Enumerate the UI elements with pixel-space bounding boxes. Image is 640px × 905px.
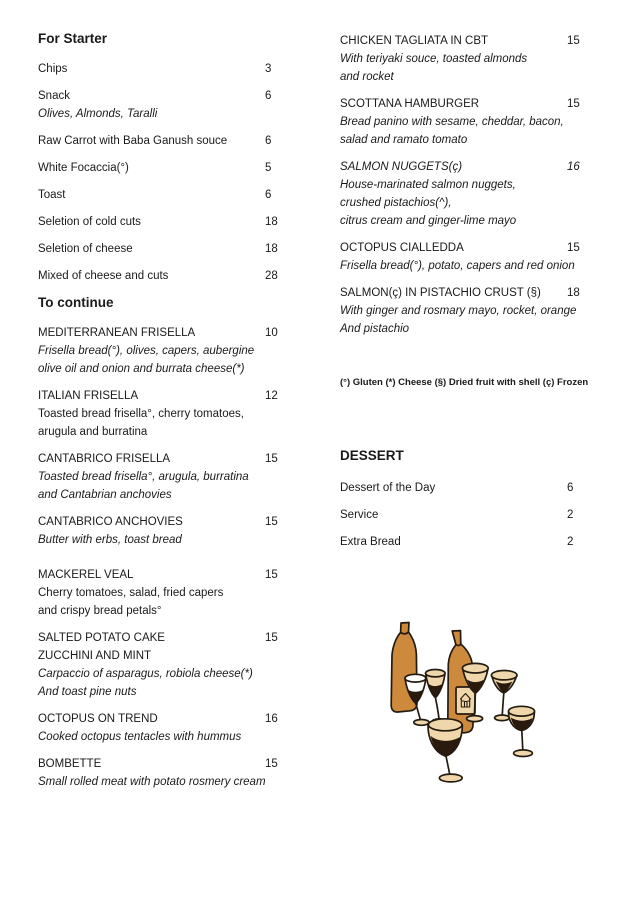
menu-item	[340, 32, 606, 86]
item-description: Cooked octopus tentacles with hummus	[38, 731, 242, 743]
dessert-heading: DESSERT	[340, 448, 404, 463]
item-name: ITALIAN FRISELLA	[38, 390, 139, 402]
item-description: Toasted bread frisella°, cherry tomatoes,	[38, 408, 244, 420]
menu-item-row	[38, 132, 304, 150]
menu-item	[38, 755, 304, 791]
item-description: and Cantabrian anchovies	[38, 489, 172, 501]
item-price: 15	[567, 242, 580, 254]
item-description: Small rolled meat with potato rosmery cream	[38, 776, 266, 788]
item-name: OCTOPUS ON TREND	[38, 713, 158, 725]
menu-item	[38, 87, 304, 123]
menu-item-row	[38, 755, 304, 773]
item-name: Mixed of cheese and cuts	[38, 270, 169, 282]
item-price: 15	[265, 453, 278, 465]
item-name: OCTOPUS CIALLEDDA	[340, 242, 464, 254]
item-name: SCOTTANA HAMBURGER	[340, 98, 480, 110]
item-price: 10	[265, 327, 278, 339]
menu-item-row	[38, 710, 304, 728]
menu-item	[38, 566, 304, 620]
menu-item-row	[340, 95, 606, 113]
item-description: and crispy bread petals°	[38, 605, 162, 617]
item-price: 12	[265, 390, 278, 402]
menu-item	[340, 95, 606, 149]
menu-item-row	[340, 158, 606, 176]
item-name: Seletion of cheese	[38, 243, 133, 255]
menu-item-row	[340, 479, 606, 497]
menu-item	[340, 533, 606, 551]
item-price: 6	[265, 90, 272, 102]
menu-item	[38, 186, 304, 204]
menu-item-row	[38, 87, 304, 105]
item-description: With ginger and rosmary mayo, rocket, orange	[340, 305, 577, 317]
wine-glass-5	[509, 706, 535, 756]
menu-item-row	[340, 533, 606, 551]
item-price: 3	[265, 63, 272, 75]
item-name: MEDITERRANEAN FRISELLA	[38, 327, 196, 339]
menu-item	[340, 284, 606, 338]
item-price: 15	[567, 35, 580, 47]
item-name: White Focaccia(°)	[38, 162, 129, 174]
item-name: SALTED POTATO CAKE	[38, 632, 165, 644]
item-description: Carpaccio of asparagus, robiola cheese(*)	[38, 668, 253, 680]
item-price: 15	[567, 98, 580, 110]
item-name: Seletion of cold cuts	[38, 216, 141, 228]
menu-item	[38, 267, 304, 285]
menu-item-row	[38, 159, 304, 177]
item-name: SALMON NUGGETS(ç)	[340, 161, 463, 173]
right-column	[340, 32, 606, 560]
item-description: Butter with erbs, toast bread	[38, 534, 182, 546]
menu-item-row	[340, 32, 606, 50]
item-description: And pistachio	[340, 323, 410, 335]
item-price: 16	[265, 713, 278, 725]
wine-illustration	[372, 600, 592, 820]
menu-item-row	[38, 513, 304, 531]
allergen-footnote: (°) Gluten (*) Cheese (§) Dried fruit with shell (ç) Frozen	[340, 377, 589, 388]
item-name: BOMBETTE	[38, 758, 102, 770]
item-name: Dessert of the Day	[340, 482, 436, 494]
item-description: salad and ramato tomato	[340, 134, 468, 146]
menu-item-row	[38, 450, 304, 468]
item-description: And toast pine nuts	[38, 686, 137, 698]
item-name: Service	[340, 509, 379, 521]
item-description: arugula and burratina	[38, 426, 148, 438]
item-price: 15	[265, 516, 278, 528]
wine-glass-6	[428, 719, 462, 782]
menu-item-row	[340, 506, 606, 524]
menu-item-row	[340, 284, 606, 302]
menu-item	[38, 324, 304, 378]
item-description: and rocket	[340, 71, 394, 83]
item-name: Snack	[38, 90, 70, 102]
menu-item	[38, 213, 304, 231]
item-description: olive oil and onion and burrata cheese(*)	[38, 363, 245, 375]
item-description: Olives, Almonds, Taralli	[38, 108, 158, 120]
menu-item	[38, 159, 304, 177]
menu-item	[38, 513, 304, 549]
item-price: 6	[265, 135, 272, 147]
item-price: 18	[265, 243, 278, 255]
menu-item	[38, 387, 304, 441]
menu-item-row	[38, 186, 304, 204]
item-price: 2	[567, 536, 574, 548]
item-description: crushed pistachios(^),	[340, 197, 452, 209]
item-name: Toast	[38, 189, 66, 201]
menu-item	[38, 60, 304, 78]
item-name: Raw Carrot with Baba Ganush souce	[38, 135, 228, 147]
wine-glass-2	[426, 670, 447, 725]
item-description: House-marinated salmon nuggets,	[340, 179, 516, 191]
item-price: 18	[265, 216, 278, 228]
item-description: Toasted bread frisella°, arugula, burratina	[38, 471, 249, 483]
menu-item	[340, 506, 606, 524]
item-name: Chips	[38, 63, 68, 75]
item-name: CANTABRICO ANCHOVIES	[38, 516, 183, 528]
menu-item	[38, 240, 304, 258]
item-name: MACKEREL VEAL	[38, 569, 134, 581]
item-price: 6	[567, 482, 574, 494]
item-name-line2: ZUCCHINI AND MINT	[38, 650, 152, 662]
menu-item-row	[38, 387, 304, 405]
item-name: CHICKEN TAGLIATA IN CBT	[340, 35, 489, 47]
menu-item-row	[38, 213, 304, 231]
menu-item	[38, 132, 304, 150]
menu-item-row	[38, 324, 304, 342]
item-price: 6	[265, 189, 272, 201]
item-name: CANTABRICO FRISELLA	[38, 453, 171, 465]
item-description: With teriyaki souce, toasted almonds	[340, 53, 528, 65]
item-price: 18	[567, 287, 580, 299]
item-description: Frisella bread(°), olives, capers, aubergine	[38, 345, 255, 357]
menu-item	[340, 158, 606, 230]
section-heading: For Starter	[38, 31, 108, 46]
item-description: Frisella bread(°), potato, capers and red onion	[340, 260, 575, 272]
menu-item-row	[38, 60, 304, 78]
item-price: 16	[567, 161, 580, 173]
menu-item-row	[38, 267, 304, 285]
menu-item-row	[38, 629, 304, 647]
menu-item	[38, 629, 304, 701]
section-heading: To continue	[38, 295, 114, 310]
menu-item	[340, 479, 606, 497]
item-price: 5	[265, 162, 272, 174]
menu-item-row	[340, 239, 606, 257]
menu-item-row	[38, 566, 304, 584]
menu-item	[38, 710, 304, 746]
item-price: 15	[265, 632, 278, 644]
item-description: Cherry tomatoes, salad, fried capers	[38, 587, 224, 599]
menu-item	[38, 450, 304, 504]
item-price: 15	[265, 569, 278, 581]
item-name: SALMON(ç) IN PISTACHIO CRUST (§)	[340, 287, 541, 299]
item-price: 15	[265, 758, 278, 770]
item-description: Bread panino with sesame, cheddar, bacon,	[340, 116, 564, 128]
item-name: Extra Bread	[340, 536, 401, 548]
menu-item	[340, 239, 606, 275]
item-description: citrus cream and ginger-lime mayo	[340, 215, 517, 227]
menu-item-row	[38, 240, 304, 258]
item-price: 28	[265, 270, 278, 282]
left-column	[38, 30, 304, 800]
item-price: 2	[567, 509, 574, 521]
